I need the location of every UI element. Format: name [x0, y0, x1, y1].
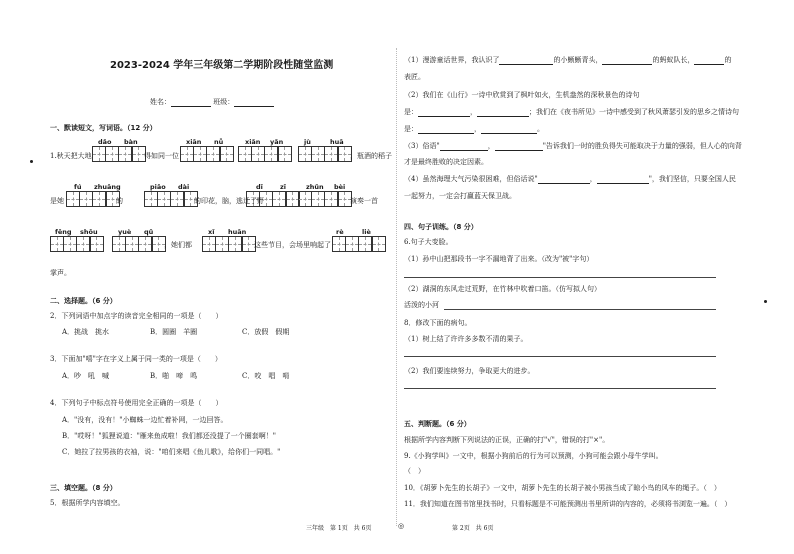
answer-blank[interactable] [597, 176, 649, 184]
answer-blank[interactable] [418, 109, 470, 117]
pinyin: liè [362, 228, 371, 236]
name-label: 姓名： [150, 98, 171, 106]
answer-line[interactable] [404, 388, 716, 389]
option-a[interactable]: A．"没有，没有！"小蜘蛛一边忙着补网，一边回答。 [62, 416, 228, 424]
column-divider [396, 48, 397, 526]
answer-blank[interactable] [481, 126, 537, 134]
question-10: 10．《胡萝卜先生的长胡子》一文中，胡萝卜先生的长胡子被小男孩当成了晾小鸟的风车的绳子。（ ） [404, 484, 721, 492]
pinyin: yuè [118, 228, 132, 236]
question-6-2: （2）湖洞的东风走过荒野，在竹林中吹着口笛。（仿写拟人句） [404, 285, 601, 293]
fill-text: 是： [404, 125, 418, 133]
question-8-2: （2）我们要连续努力，争取更大的进步。 [404, 367, 535, 375]
writing-grid[interactable] [332, 236, 385, 252]
name-field [150, 97, 274, 107]
passage-text: 掌声。 [50, 269, 71, 277]
pinyin: jù [304, 138, 311, 146]
writing-grid[interactable] [112, 236, 165, 252]
passage-text: 得如同一位 [144, 152, 179, 160]
writing-grid[interactable] [238, 146, 291, 162]
footer-left: 三年级 第 1页 共 6页 [306, 525, 372, 532]
option-b[interactable]: B．圆圈 羊圈 [150, 328, 198, 336]
writing-grid[interactable] [144, 191, 197, 207]
name-blank[interactable] [171, 99, 211, 107]
fill-text: ；我们在《夜书所见》一诗中感受到了秋风萧瑟引发的思乡之情诗句 [529, 108, 739, 116]
fill-2-line2: 是： ， 。 [404, 125, 544, 133]
footer-right: 第 2页 共 6页 [452, 525, 494, 532]
question-8-1: （1）树上结了许许多多数不清的果子。 [404, 335, 528, 343]
fill-text: （3）俗语" [404, 142, 440, 150]
pinyin: xǐ [208, 228, 215, 236]
pinyin: dǎo [98, 138, 112, 146]
option-b[interactable]: B．啪 啼 鸣 [150, 372, 198, 380]
fill-text: 的蚂蚁队长， [652, 56, 695, 64]
question-11: 11．我们知道在图书馆里找书时，只看标题是不可能预测出书里所讲的内容的，必须将书浏览一遍。（ ） [404, 500, 732, 508]
answer-blank[interactable] [538, 176, 590, 184]
passage-text: 1.秋天把大地 [50, 152, 92, 160]
passage-text: 演奏一首 [350, 197, 378, 205]
pinyin: piāo [150, 183, 166, 191]
fill-4: （4）虽然海理大气污染很困难，但俗话说" ， "，我们坚信，只要全国人民 [404, 175, 736, 183]
answer-line[interactable] [404, 277, 716, 278]
answer-paren[interactable]: （ ） [404, 467, 425, 475]
writing-grid[interactable] [298, 146, 351, 162]
option-c[interactable]: C．放假 假期 [242, 328, 290, 336]
pinyin: rè [336, 228, 344, 236]
question-2: 2．下列词语中加点字的读音完全相同的一项是（ ） [50, 312, 223, 320]
fill-text: 才是最终胜败的决定因素。 [404, 158, 488, 166]
answer-line[interactable] [404, 356, 716, 357]
passage-text: 是她 [50, 197, 64, 205]
pinyin: yǎn [270, 138, 284, 146]
question-4: 4．下列句子中标点符号使用完全正确的一项是（ ） [50, 399, 223, 407]
pinyin: dī [256, 183, 263, 191]
option-a[interactable]: A．吵 吼 喊 [62, 372, 110, 380]
question-9: 9.《小狗学叫》一文中，根据小狗前后的行为可以预测，小狗可能会跟小母牛学叫。 [404, 452, 663, 460]
pinyin: zhuāng [94, 183, 121, 191]
pinyin: xiǎn [245, 138, 261, 146]
passage-text: 的 [116, 197, 123, 205]
question-8: 8．修改下面的病句。 [404, 319, 472, 327]
pinyin: zhǔn [306, 183, 324, 191]
scan-speck [30, 160, 33, 163]
question-6-2-prompt: 活泼的小河 [404, 301, 439, 309]
fill-2: （2）我们在《山行》一诗中欣赏到了枫叶如火，生机盎然的深秋景色的诗句 [404, 91, 640, 99]
pinyin: bèi [334, 183, 346, 191]
fill-3: （3）俗语" ， "告诉我们一时的胜负得失可能取决于力量的强弱，但人心的向背 [404, 142, 742, 150]
writing-grid[interactable] [202, 236, 255, 252]
answer-blank[interactable] [694, 57, 724, 65]
pinyin: fú [74, 183, 82, 191]
section1-heading: 一、默读短文，写词语。（12 分） [50, 124, 157, 132]
pinyin: dài [178, 183, 190, 191]
scan-speck [764, 300, 767, 303]
option-c[interactable]: C．咬 唱 啃 [242, 372, 290, 380]
fill-text: 一起努力，一定会打赢蓝天保卫战。 [404, 192, 516, 200]
pinyin: bàn [124, 138, 138, 146]
writing-grid[interactable] [180, 146, 233, 162]
pinyin: qǔ [144, 228, 154, 236]
passage-text: ，她们都 [164, 241, 192, 249]
option-c[interactable]: C．她拉了拉男孩的衣袖，说："咱们来唱《鱼儿歌》，给你们一同唱。" [62, 448, 281, 456]
footer-mark: ◎ [398, 522, 405, 530]
question-3: 3．下面加"嘻"字在字义上属于同一类的一项是（ ） [50, 355, 222, 363]
pinyin: fēng [55, 228, 72, 236]
answer-blank[interactable] [495, 143, 543, 151]
answer-blank[interactable] [602, 57, 652, 65]
pinyin: nǚ [214, 138, 224, 146]
pinyin: xiān [186, 138, 202, 146]
answer-blank[interactable] [440, 143, 488, 151]
option-b[interactable]: B．"哎呀！"狐狸说道："雁来鱼成啦！我们都还没提了一个圈套啊！" [62, 432, 277, 440]
pinyin: huā [330, 138, 344, 146]
answer-blank[interactable] [477, 109, 529, 117]
section2-heading: 二、选择题。（6 分） [50, 297, 117, 305]
section4-heading: 四、句子训练。（8 分） [404, 223, 478, 231]
question-6-1: （1）孙中山把那段书一字不漏地背了出来。（改为"被"字句） [404, 255, 594, 263]
writing-grid[interactable] [298, 191, 351, 207]
fill-text: "，我们坚信，只要全国人民 [648, 175, 736, 183]
pinyin: huān [228, 228, 247, 236]
passage-text: 这些节目，会场里响起了 [254, 241, 331, 249]
passage-text: ，瓶酒的稻子 [350, 152, 392, 160]
class-label: 班级： [213, 98, 235, 106]
fill-text: （4）虽然海理大气污染很困难，但俗话说" [404, 175, 538, 183]
answer-line[interactable] [444, 309, 716, 310]
fill-text: 表匠。 [404, 73, 425, 81]
question-5: 5．根据所学内容填空。 [50, 499, 125, 507]
writing-grid[interactable] [66, 191, 119, 207]
writing-grid[interactable] [92, 146, 145, 162]
fill-text: 是： [404, 108, 418, 116]
section3-heading: 三、填空题。（8 分） [50, 484, 117, 492]
page-title: 2023-2024 学年三年级第二学期阶段性随堂监测 [110, 60, 334, 71]
fill-text: 的 [724, 56, 732, 64]
pinyin: zī [280, 183, 287, 191]
option-a[interactable]: A．挑战 挑水 [62, 328, 110, 336]
fill-1 [404, 55, 731, 65]
answer-blank[interactable] [499, 57, 553, 65]
section5-intro: 根据所学内容判断下列说法的正误，正确的打"√"，错误的打"×"。 [404, 436, 610, 444]
section5-heading: 五、判断题。（6 分） [404, 420, 471, 428]
answer-blank[interactable] [418, 126, 474, 134]
fill-text: "告诉我们一时的胜负得失可能取决于力量的强弱，但人心的向背 [542, 142, 742, 150]
fill-text: （1）漫游童话世界，我认识了 [404, 56, 500, 64]
fill-text: 的小蜥蜥青头， [553, 56, 603, 64]
pinyin: shōu [80, 228, 98, 236]
passage-text: 的印花，脑，逃迁了野 [194, 197, 264, 205]
question-6: 6.句子大变脸。 [404, 238, 453, 246]
class-blank[interactable] [234, 99, 274, 107]
fill-2-line: 是： ， ；我们在《夜书所见》一诗中感受到了秋风萧瑟引发的思乡之情诗句 [404, 108, 739, 116]
writing-grid[interactable] [50, 236, 103, 252]
